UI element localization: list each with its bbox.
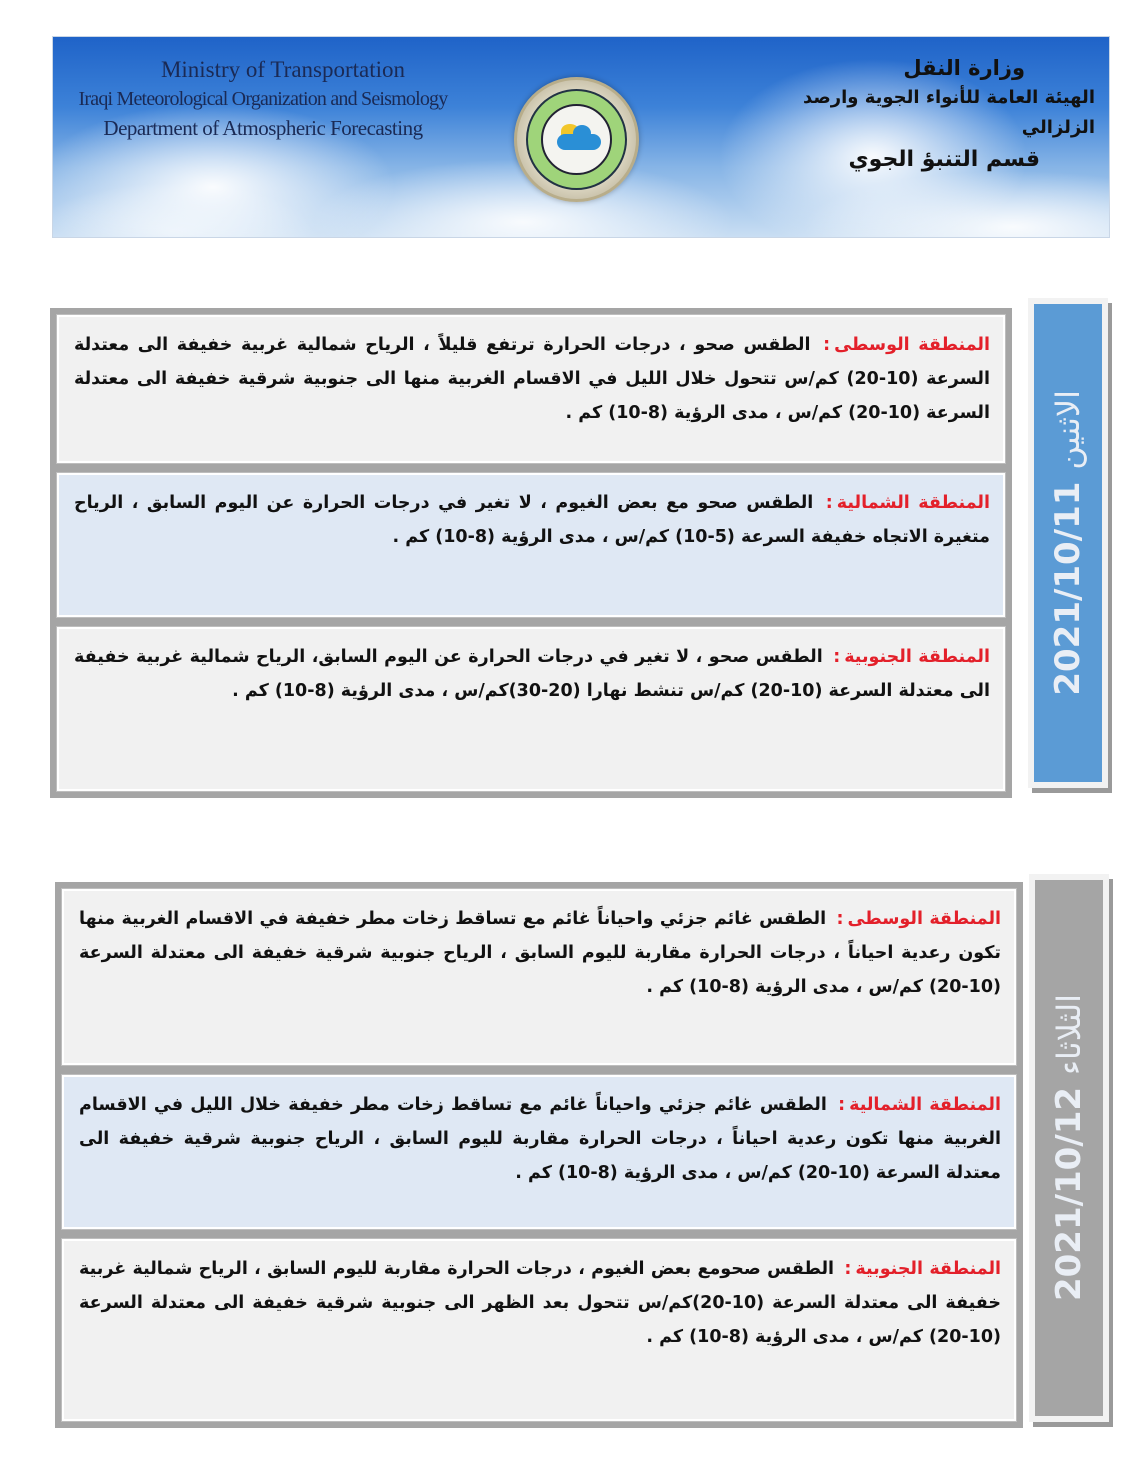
forecast-text: الطقس صحو مع بعض الغيوم ، لا تغير في درجات الحرارة عن اليوم السابق ، الرياح متغيرة الاتجاه خفيفة السرعة (5-10) كم/س ، مدى الرؤية (8-10) كم . bbox=[74, 493, 990, 547]
region-panel-central bbox=[59, 886, 1019, 1068]
emblem-center bbox=[541, 104, 612, 175]
region-name: المنطقة الوسطى bbox=[847, 909, 1002, 929]
header-banner bbox=[52, 36, 1110, 238]
forecast-text: الطقس غائم جزئي واحياناً غائم مع تساقط زخات مطر خفيفة خلال الليل في الاقسام الغربية منها تكون رعدية احياناً ، درجات الحرارة مقاربة لليوم السابق ، الرياح جنوبية شرقية خفيفة الى معتدلة السرعة (10-20) كم/س ، مدى الرؤية (8-10) كم . bbox=[79, 1095, 1001, 1183]
region-separator: : bbox=[838, 1095, 846, 1115]
region-name: المنطقة الجنوبية bbox=[855, 1259, 1002, 1279]
region-panel-north bbox=[54, 470, 1008, 620]
date-tab-fill bbox=[1035, 880, 1103, 1416]
department-name-ar: قسم التنبؤ الجوي bbox=[848, 147, 1040, 172]
organization-name-ar: الهيئة العامة للأنواء الجوية وارصد الزلزالي bbox=[802, 87, 1095, 138]
region-panel-south bbox=[59, 1236, 1019, 1424]
weekday-name: الثلاثاء bbox=[1050, 994, 1088, 1076]
region-name: المنطقة الوسطى bbox=[834, 335, 991, 355]
forecast-text: الطقس صحو ، لا تغير في درجات الحرارة عن اليوم السابق، الرياح شمالية غربية خفيفة الى معتدلة السرعة (10-20) كم/س تنشط نهارا (20-30)كم/س ، مدى الرؤية (8-10) كم . bbox=[74, 647, 990, 701]
date-tab bbox=[1028, 298, 1108, 788]
day-forecast-1 bbox=[50, 308, 1110, 800]
region-separator: : bbox=[823, 335, 831, 355]
day-forecast-2 bbox=[55, 882, 1115, 1432]
region-separator: : bbox=[844, 1259, 852, 1279]
forecast-text: الطقس صحومع بعض الغيوم ، درجات الحرارة مقاربة لليوم السابق ، الرياح شمالية غربية خفيفة الى معتدلة السرعة (10-20)كم/س تتحول بعد الظهر الى جنوبية شرقية خفيفة الى معتدلة السرعة (10-20) كم/س ، مدى الرؤية (8-10) كم . bbox=[79, 1259, 1001, 1347]
region-separator: : bbox=[836, 909, 844, 929]
region-name: المنطقة الجنوبية bbox=[844, 647, 990, 667]
forecast-text: الطقس غائم جزئي واحياناً غائم مع تساقط زخات مطر خفيفة في الاقسام الغربية منها تكون رعدية احياناً ، درجات الحرارة مقاربة لليوم السابق ، الرياح جنوبية شرقية خفيفة الى معتدلة السرعة (10-20) كم/س ، مدى الرؤية (8-10) كم . bbox=[79, 909, 1001, 997]
ministry-name-ar: وزارة النقل bbox=[903, 56, 1025, 80]
region-panel-north bbox=[59, 1072, 1019, 1232]
region-separator: : bbox=[833, 647, 841, 667]
region-panel-south bbox=[54, 624, 1008, 794]
region-name: المنطقة الشمالية bbox=[836, 493, 990, 513]
organization-name-en: Iraqi Meteorological Organization and Seismology bbox=[78, 88, 448, 110]
region-panels bbox=[50, 308, 1012, 798]
arabic-header bbox=[765, 53, 1095, 177]
date-tab-fill bbox=[1034, 304, 1102, 782]
region-panels bbox=[55, 882, 1023, 1428]
ministry-name-en: Ministry of Transportation bbox=[160, 57, 406, 82]
date-label bbox=[1049, 994, 1089, 1301]
region-name: المنطقة الشمالية bbox=[849, 1095, 1001, 1115]
organization-emblem-icon bbox=[514, 77, 639, 202]
date-tab bbox=[1029, 874, 1109, 1422]
date-label bbox=[1048, 390, 1088, 696]
cloud-icon bbox=[557, 134, 601, 150]
region-separator: : bbox=[825, 493, 833, 513]
english-header bbox=[53, 55, 473, 143]
forecast-date: 2021/10/12 bbox=[1049, 1087, 1089, 1302]
forecast-date: 2021/10/11 bbox=[1048, 481, 1088, 696]
emblem-ring bbox=[526, 89, 627, 190]
department-name-en: Department of Atmospheric Forecasting bbox=[103, 116, 423, 140]
forecast-text: الطقس صحو ، درجات الحرارة ترتفع قليلاً ، الرياح شمالية غربية خفيفة الى معتدلة السرعة (10-20) كم/س تتحول خلال الليل في الاقسام الغربية منها الى جنوبية شرقية خفيفة الى معتدلة السرعة (10-20) كم/س ، مدى الرؤية (8-10) كم . bbox=[74, 335, 990, 423]
region-panel-central bbox=[54, 312, 1008, 466]
weekday-name: الاثنين bbox=[1049, 390, 1087, 470]
